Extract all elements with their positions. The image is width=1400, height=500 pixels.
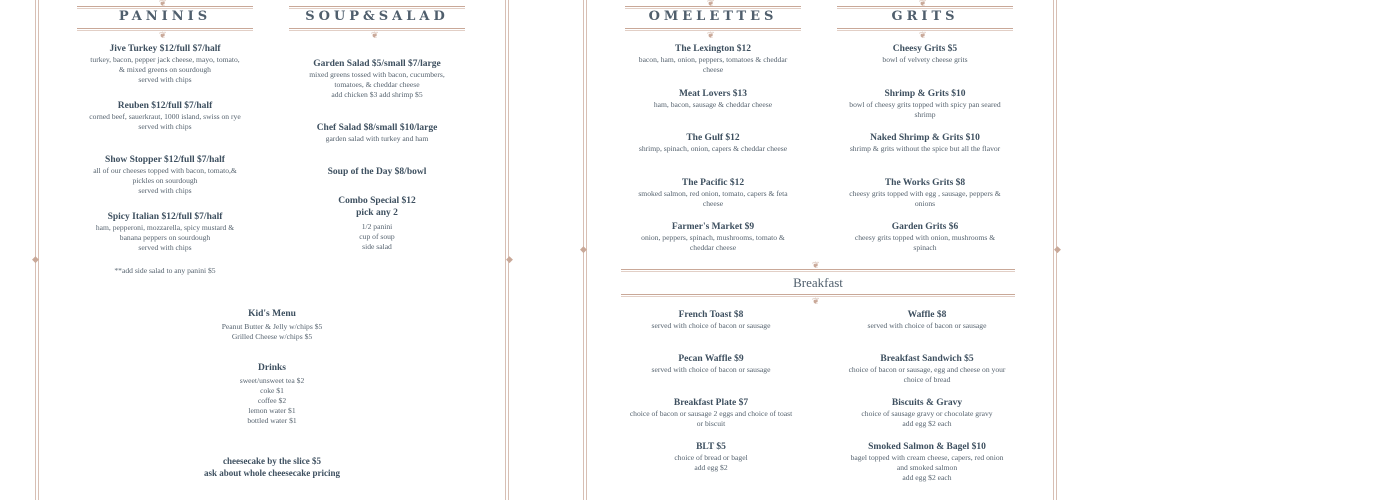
side-salad-note: **add side salad to any panini $5 bbox=[114, 266, 216, 275]
section-title: Breakfast bbox=[793, 275, 843, 290]
menu-item bbox=[829, 177, 1021, 209]
item-desc: choice of bacon or sausage, egg and cheese on your bbox=[848, 365, 1006, 374]
item-desc: cheddar cheese bbox=[689, 243, 737, 252]
combo-subtitle: pick any 2 bbox=[356, 208, 398, 218]
combo-line: cup of soup bbox=[359, 232, 395, 241]
menu-item bbox=[289, 195, 465, 252]
item-desc: or biscuit bbox=[696, 419, 726, 428]
item-name: Farmer's Market $9 bbox=[671, 222, 755, 232]
flourish-icon: ❦ bbox=[919, 31, 927, 41]
menu-item bbox=[77, 211, 253, 253]
flourish-icon: ❦ bbox=[919, 0, 927, 9]
item-desc: served with chips bbox=[138, 75, 192, 84]
menu-item bbox=[829, 132, 1021, 154]
item-desc: served with choice of bacon or sausage bbox=[867, 321, 987, 330]
item-desc: shrimp bbox=[914, 110, 936, 119]
item-name: Biscuits & Gravy bbox=[891, 398, 963, 408]
item-name: Pecan Waffle $9 bbox=[678, 354, 744, 364]
item-desc: corned beef, sauerkraut, 1000 island, swiss on rye bbox=[89, 112, 241, 121]
grits-header bbox=[837, 0, 1013, 40]
flourish-icon: ❦ bbox=[371, 31, 379, 41]
kids-menu-section bbox=[172, 308, 372, 342]
drink-line: lemon water $1 bbox=[248, 406, 296, 415]
combo-line: 1/2 panini bbox=[361, 222, 393, 231]
item-desc: served with choice of bacon or sausage bbox=[651, 365, 771, 374]
item-desc: served with choice of bacon or sausage bbox=[651, 321, 771, 330]
section-title: PANINIS bbox=[118, 9, 212, 24]
item-desc: add egg $2 each bbox=[902, 419, 952, 428]
menu-note bbox=[77, 266, 253, 276]
drink-line: sweet/unsweet tea $2 bbox=[239, 376, 305, 385]
item-desc: cheese bbox=[702, 199, 724, 208]
item-desc: pickles on sourdough bbox=[132, 176, 198, 185]
item-name: Breakfast Sandwich $5 bbox=[880, 354, 974, 364]
item-name: The Pacific $12 bbox=[681, 178, 745, 188]
item-desc: choice of bread or bagel bbox=[674, 453, 748, 462]
soup-salad-section bbox=[289, 0, 465, 300]
breakfast-left-column bbox=[613, 309, 809, 499]
menu-item bbox=[823, 353, 1031, 385]
item-name: Show Stopper $12/full $7/half bbox=[105, 155, 225, 165]
menu-item bbox=[289, 58, 465, 100]
item-name: Combo Special $12 bbox=[338, 196, 416, 206]
flourish-icon: ❦ bbox=[812, 297, 820, 307]
item-desc: shrimp & grits without the spice but all the flavor bbox=[849, 144, 1001, 153]
menu-item bbox=[613, 441, 809, 473]
item-name: Soup of the Day $8/bowl bbox=[327, 167, 427, 177]
menu-item bbox=[829, 441, 1025, 483]
item-name: French Toast $8 bbox=[678, 310, 744, 320]
item-desc: served with chips bbox=[138, 122, 192, 131]
item-name: Reuben $12/full $7/half bbox=[117, 101, 213, 111]
item-name: Jive Turkey $12/full $7/half bbox=[109, 44, 221, 54]
drink-line: bottled water $1 bbox=[247, 416, 297, 425]
item-desc: and smoked salmon bbox=[896, 463, 958, 472]
item-name: Spicy Italian $12/full $7/half bbox=[107, 212, 223, 222]
item-desc: & mixed greens on sourdough bbox=[119, 65, 211, 74]
flourish-icon: ❦ bbox=[159, 0, 167, 9]
drink-line: coke $1 bbox=[260, 386, 284, 395]
kids-menu-line: Peanut Butter & Jelly w/chips $5 bbox=[221, 322, 323, 331]
item-desc: choice of bacon or sausage 2 eggs and choice of toast bbox=[629, 409, 793, 418]
item-desc: bowl of velvety cheese grits bbox=[882, 55, 968, 64]
omelettes-section bbox=[625, 0, 801, 270]
item-desc: cheesy grits topped with onion, mushrooms & bbox=[854, 233, 996, 242]
menu-item bbox=[617, 177, 809, 209]
item-name: Waffle $8 bbox=[907, 310, 947, 320]
item-desc: add egg $2 each bbox=[902, 473, 952, 482]
section-title: GRITS bbox=[891, 9, 959, 24]
item-desc: turkey, bacon, pepper jack cheese, mayo, tomato, bbox=[90, 55, 240, 64]
kids-menu-title: Kid's Menu bbox=[248, 309, 296, 319]
flourish-icon: ❦ bbox=[707, 0, 715, 9]
soup-salad-header bbox=[289, 0, 465, 40]
menu-item bbox=[289, 166, 465, 178]
menu-item bbox=[829, 309, 1025, 331]
menu-item bbox=[829, 88, 1021, 120]
border-ornament-icon: ◆ bbox=[580, 245, 587, 255]
item-name: Breakfast Plate $7 bbox=[673, 398, 749, 408]
section-title: SOUP&SALAD bbox=[305, 9, 449, 24]
menu-item bbox=[77, 100, 253, 132]
omelettes-header bbox=[625, 0, 801, 40]
cheesecake-line: ask about whole cheesecake pricing bbox=[204, 468, 340, 478]
item-name: The Works Grits $8 bbox=[884, 178, 966, 188]
item-desc: shrimp, spinach, onion, capers & cheddar cheese bbox=[638, 144, 788, 153]
page-border-right bbox=[505, 0, 509, 500]
menu-item bbox=[617, 43, 809, 75]
menu-item bbox=[77, 43, 253, 85]
item-desc: bowl of cheesy grits topped with spicy pan seared bbox=[849, 100, 1001, 109]
item-desc: garden salad with turkey and ham bbox=[325, 134, 429, 143]
border-ornament-icon: ◆ bbox=[506, 255, 513, 265]
item-desc: add egg $2 bbox=[694, 463, 728, 472]
item-desc: choice of bread bbox=[903, 375, 951, 384]
kids-menu-line: Grilled Cheese w/chips $5 bbox=[231, 332, 313, 341]
item-desc: onions bbox=[914, 199, 936, 208]
menu-item bbox=[603, 397, 819, 429]
menu-item bbox=[289, 122, 465, 144]
drinks-section bbox=[172, 362, 372, 426]
item-name: Garden Salad $5/small $7/large bbox=[313, 59, 441, 69]
breakfast-header bbox=[621, 262, 1015, 308]
border-ornament-icon: ◆ bbox=[32, 255, 39, 265]
menu-item bbox=[613, 353, 809, 375]
item-name: Cheesy Grits $5 bbox=[892, 44, 958, 54]
item-name: Chef Salad $8/small $10/large bbox=[316, 123, 438, 133]
item-name: Naked Shrimp & Grits $10 bbox=[870, 133, 980, 143]
menu-item bbox=[829, 397, 1025, 429]
flourish-icon: ❦ bbox=[812, 261, 820, 271]
item-name: Meat Lovers $13 bbox=[678, 89, 748, 99]
menu-item bbox=[829, 43, 1021, 65]
border-ornament-icon: ◆ bbox=[1054, 245, 1061, 255]
item-name: Shrimp & Grits $10 bbox=[884, 89, 966, 99]
item-desc: cheese bbox=[702, 65, 724, 74]
item-desc: mixed greens tossed with bacon, cucumbers, bbox=[309, 70, 445, 79]
header-rule-top bbox=[621, 269, 1015, 272]
menu-item bbox=[617, 132, 809, 154]
flourish-icon: ❦ bbox=[159, 31, 167, 41]
paninis-header bbox=[77, 0, 253, 40]
item-desc: banana peppers on sourdough bbox=[119, 233, 211, 242]
item-desc: add chicken $3 add shrimp $5 bbox=[331, 90, 423, 99]
drinks-title: Drinks bbox=[258, 363, 286, 373]
combo-line: side salad bbox=[362, 242, 392, 251]
menu-page-right bbox=[580, 0, 1061, 500]
item-desc: served with chips bbox=[138, 243, 192, 252]
grits-section bbox=[837, 0, 1013, 270]
flourish-icon: ❦ bbox=[707, 31, 715, 41]
menu-item bbox=[617, 88, 809, 110]
item-desc: all of our cheeses topped with bacon, tomato,& bbox=[93, 166, 237, 175]
item-desc: choice of sausage gravy or chocolate gravy bbox=[861, 409, 993, 418]
item-desc: ham, bacon, sausage & cheddar cheese bbox=[653, 100, 773, 109]
menu-page-left bbox=[32, 0, 513, 500]
item-desc: bagel topped with cream cheese, capers, red onion bbox=[850, 453, 1004, 462]
section-title: OMELETTES bbox=[648, 9, 778, 24]
item-desc: tomatoes, & cheddar cheese bbox=[334, 80, 420, 89]
menu-item bbox=[613, 309, 809, 331]
item-name: The Gulf $12 bbox=[686, 133, 740, 143]
item-desc: smoked salmon, red onion, tomato, capers & feta bbox=[638, 189, 788, 198]
item-name: BLT $5 bbox=[696, 442, 726, 452]
cheesecake-section bbox=[152, 455, 392, 479]
breakfast-right-column bbox=[829, 309, 1025, 499]
menu-item bbox=[829, 221, 1021, 253]
item-desc: bacon, ham, onion, peppers, tomatoes & cheddar bbox=[638, 55, 788, 64]
item-name: Garden Grits $6 bbox=[891, 222, 959, 232]
cheesecake-line: cheesecake by the slice $5 bbox=[223, 456, 321, 466]
menu-item bbox=[77, 154, 253, 196]
item-desc: cheesy grits topped with egg , sausage, peppers & bbox=[849, 189, 1001, 198]
item-name: Smoked Salmon & Bagel $10 bbox=[868, 442, 986, 452]
item-desc: ham, pepperoni, mozzarella, spicy mustard & bbox=[95, 223, 235, 232]
item-desc: spinach bbox=[913, 243, 937, 252]
drink-line: coffee $2 bbox=[257, 396, 287, 405]
menu-item bbox=[617, 221, 809, 253]
page-border-left bbox=[35, 0, 39, 500]
item-name: The Lexington $12 bbox=[674, 44, 751, 54]
item-desc: served with chips bbox=[138, 186, 192, 195]
item-desc: onion, peppers, spinach, mushrooms, tomato & bbox=[641, 233, 785, 242]
